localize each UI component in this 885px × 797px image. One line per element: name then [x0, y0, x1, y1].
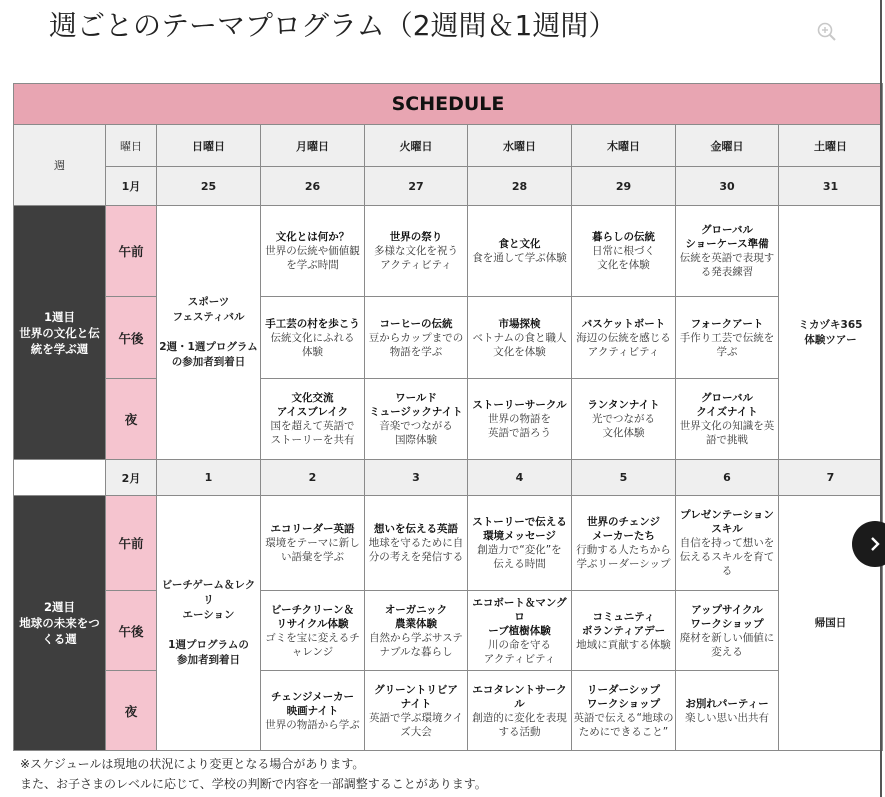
- text-line: 英語で学ぶ環境クイ: [369, 711, 463, 724]
- month-cell: 1月: [106, 167, 157, 206]
- text-line: ワークショップ: [690, 617, 764, 630]
- text-line: 地球の未来をつ: [19, 616, 100, 630]
- text-line: リーダーシップ: [586, 683, 661, 696]
- text-line: バスケットボート: [581, 317, 666, 330]
- activity-cell: [676, 297, 779, 379]
- activity-cell: [365, 671, 468, 751]
- text-line: 文化とは何か？: [275, 231, 350, 243]
- text-line: 環境メッセージ: [483, 530, 556, 542]
- activity-cell: [468, 379, 572, 460]
- date-cell: 2: [261, 460, 365, 496]
- text-line: 1週目: [43, 309, 75, 324]
- text-line: 学ぶリーダーシップ: [576, 558, 671, 570]
- text-line: アクティビティ: [483, 652, 556, 665]
- text-line: アクティビティ: [587, 345, 660, 358]
- text-line: 楽しい思い出共有: [685, 711, 769, 724]
- text-line: 世界の物語を: [488, 413, 551, 425]
- text-line: ワークショップ: [586, 697, 661, 710]
- text-line: 伝統を英語で表現す: [679, 252, 775, 264]
- text-line: 廃材を新しい価値に: [679, 631, 775, 644]
- page-title: 週ごとのテーマプログラム（2週間＆1週間）: [49, 9, 617, 42]
- text-line: 文化を体験: [597, 259, 650, 271]
- day-name: 金曜日: [676, 125, 779, 167]
- text-line: 国際体験: [395, 434, 437, 446]
- text-line: ナイト: [400, 697, 432, 710]
- date-cell: 26: [261, 167, 365, 206]
- text-line: クイズナイト: [696, 406, 758, 418]
- text-line: 世界の祭り: [389, 231, 443, 243]
- text-line: 統を学ぶ週: [30, 341, 89, 356]
- text-line: 分の考えを発信する: [368, 551, 464, 563]
- text-line: る発表練習: [700, 266, 754, 278]
- text-line: 伝える時間: [493, 558, 546, 570]
- activity-cell: [572, 591, 676, 671]
- text-line: ランタンナイト: [587, 399, 660, 411]
- zoom-in-icon[interactable]: [816, 21, 838, 43]
- text-line: [157, 623, 260, 638]
- date-cell: 3: [365, 460, 468, 496]
- date-cell: 1: [157, 460, 261, 496]
- date-cell: 31: [779, 167, 883, 206]
- text-line: プレゼンテーション: [680, 509, 774, 521]
- text-line: 世界のチェンジ: [587, 516, 660, 528]
- activity-cell: [261, 591, 365, 671]
- text-line: ストーリーで伝える: [472, 516, 567, 528]
- date-cell: 4: [468, 460, 572, 496]
- activity-cell: [676, 206, 779, 297]
- text-line: 世界文化の知識を英: [679, 420, 775, 432]
- text-line: ミュージックナイト: [369, 406, 463, 418]
- text-line: 学ぶ: [716, 345, 738, 358]
- text-line: ャレンジ: [291, 645, 334, 658]
- text-line: メーカーたち: [592, 530, 655, 542]
- text-line: 2週・1週プログラム: [159, 341, 258, 353]
- text-line: 2週目: [43, 600, 75, 614]
- text-line: 語で挑戦: [706, 434, 748, 446]
- activity-cell: [572, 297, 676, 379]
- text-line: くる週: [42, 632, 77, 646]
- activity-cell: [261, 206, 365, 297]
- text-line: ワールド: [395, 392, 437, 404]
- text-line: 行動する人たちから: [576, 544, 671, 556]
- schedule-table: [13, 83, 883, 751]
- activity-cell: [365, 379, 468, 460]
- text-line: 1週プログラムの: [168, 639, 249, 651]
- text-line: リサイクル体験: [276, 617, 349, 630]
- text-line: スキル: [711, 523, 743, 535]
- text-line: ゴミを宝に変えるチ: [265, 631, 360, 644]
- day-name: 火曜日: [365, 125, 468, 167]
- activity-cell: [261, 496, 365, 591]
- activity-cell: [468, 591, 572, 671]
- week-theme: [14, 206, 106, 460]
- date-cell: 5: [572, 460, 676, 496]
- activity-cell: [676, 379, 779, 460]
- text-line: い語彙を学ぶ: [281, 551, 344, 563]
- text-line: フォークアート: [690, 317, 764, 330]
- week-separator: [14, 460, 106, 496]
- text-line: [157, 325, 260, 340]
- text-line: 地域に貢献する体験: [576, 638, 671, 651]
- note-line-1: ※スケジュールは現地の状況により変更となる場合があります。: [20, 757, 365, 771]
- text-line: 体験: [302, 345, 323, 358]
- text-line: 文化体験: [602, 427, 645, 439]
- text-line: アップサイクル: [691, 603, 763, 616]
- text-line: 海辺の伝統を感じる: [576, 331, 671, 344]
- time-slot: 午前: [106, 206, 157, 297]
- text-line: を学ぶ時間: [286, 259, 339, 271]
- text-line: フェスティバル: [172, 311, 245, 323]
- text-line: 国を超えて英語で: [270, 420, 355, 432]
- text-line: 世界の文化と伝: [19, 325, 100, 340]
- activity-cell: [468, 496, 572, 591]
- text-line: 想いを伝える英語: [374, 523, 458, 535]
- activity-cell: [468, 671, 572, 751]
- text-line: オーガニック: [384, 603, 448, 616]
- date-cell: 29: [572, 167, 676, 206]
- day-name: 土曜日: [779, 125, 883, 167]
- text-line: ためにできること”: [578, 725, 669, 738]
- week-theme: [14, 496, 106, 751]
- text-line: 体験ツアー: [804, 333, 857, 346]
- date-cell: 6: [676, 460, 779, 496]
- text-line: 変える: [711, 645, 743, 658]
- date-cell: 27: [365, 167, 468, 206]
- text-line: グローバル: [701, 224, 753, 236]
- time-slot: 午前: [106, 496, 157, 591]
- activity-cell: [365, 206, 468, 297]
- time-slot: 夜: [106, 671, 157, 751]
- saturday-event: [779, 206, 883, 460]
- text-line: 文化を体験: [493, 345, 546, 358]
- schedule-banner: SCHEDULE: [14, 84, 883, 125]
- text-line: 地球を守るために自: [368, 537, 464, 549]
- text-line: ベトナムの食と職人: [472, 331, 567, 344]
- text-line: アクティビティ: [380, 259, 452, 271]
- week-header: 週: [14, 125, 106, 206]
- activity-cell: [261, 297, 365, 379]
- time-slot: 夜: [106, 379, 157, 460]
- text-line: アイスブレイク: [276, 406, 349, 418]
- activity-cell: [572, 206, 676, 297]
- day-name: 月曜日: [261, 125, 365, 167]
- text-line: コーヒーの伝統: [379, 317, 453, 330]
- text-line: ーブ植樹体験: [488, 624, 551, 637]
- text-line: ボランティアデー: [581, 624, 666, 637]
- text-line: する活動: [498, 725, 541, 738]
- text-line: 市場探検: [498, 317, 541, 330]
- text-line: 光でつながる: [592, 413, 655, 425]
- activity-cell: [365, 496, 468, 591]
- note-line-2: また、お子さまのレベルに応じて、学校の判断で内容を一部調整することがあります。: [20, 777, 487, 791]
- date-cell: 30: [676, 167, 779, 206]
- text-line: 英語で語ろう: [488, 427, 551, 439]
- text-line: 創造的に変化を表現: [472, 711, 567, 724]
- date-cell: 28: [468, 167, 572, 206]
- text-line: ショーケース準備: [685, 238, 769, 250]
- text-line: エコタレントサークル: [472, 683, 567, 710]
- day-header: 曜日: [106, 125, 157, 167]
- text-line: エコボート＆マングロ: [472, 596, 567, 623]
- text-line: エコリーダー英語: [270, 523, 355, 535]
- activity-cell: [365, 591, 468, 671]
- text-line: 日常に根づく: [592, 245, 655, 257]
- text-line: チェンジメーカー: [271, 690, 354, 703]
- sunday-event: [157, 206, 261, 460]
- day-name: 木曜日: [572, 125, 676, 167]
- activity-cell: [468, 297, 572, 379]
- text-line: 伝えるスキルを育てる: [679, 551, 775, 577]
- text-line: 豆からカップまでの: [368, 331, 464, 344]
- text-line: の参加者到着日: [171, 356, 246, 368]
- text-line: 川の命を守る: [488, 638, 551, 651]
- text-line: ミカヅキ365: [798, 318, 863, 331]
- text-line: エーション: [182, 609, 235, 621]
- text-line: ストーリーを共有: [270, 434, 355, 446]
- text-line: 暮らしの伝統: [592, 231, 655, 243]
- activity-cell: [572, 496, 676, 591]
- text-line: ビーチクリーン＆: [271, 603, 354, 616]
- day-name: 日曜日: [157, 125, 261, 167]
- scroll-edge: [880, 0, 882, 797]
- text-line: 環境をテーマに新し: [265, 537, 360, 549]
- text-line: ビーチゲーム＆レクリ: [161, 579, 256, 606]
- text-line: 帰国日: [814, 616, 847, 629]
- text-line: グリーントリビア: [374, 683, 458, 696]
- text-line: 文化交流: [291, 392, 334, 404]
- text-line: お別れパーティー: [685, 697, 769, 710]
- text-line: 参加者到着日: [177, 654, 240, 666]
- text-line: 伝統文化にふれる: [270, 331, 355, 344]
- text-line: ナブルな暮らし: [379, 645, 453, 658]
- activity-cell: [365, 297, 468, 379]
- text-line: 手作り工芸で伝統を: [679, 331, 775, 344]
- activity-cell: [261, 671, 365, 751]
- activity-cell: [676, 591, 779, 671]
- text-line: 多様な文化を祝う: [374, 245, 458, 257]
- text-line: 物語を学ぶ: [389, 345, 443, 358]
- activity-cell: [676, 496, 779, 591]
- sunday-event: [157, 496, 261, 751]
- text-line: 映画ナイト: [286, 704, 339, 717]
- time-slot: 午後: [106, 591, 157, 671]
- activity-cell: [676, 671, 779, 751]
- text-line: コミュニティ: [592, 610, 655, 623]
- text-line: 自然から学ぶサステ: [369, 631, 463, 644]
- activity-cell: [572, 671, 676, 751]
- text-line: ストーリーサークル: [472, 399, 567, 411]
- month-cell: 2月: [106, 460, 157, 496]
- text-line: 食を通して学ぶ体験: [472, 252, 567, 264]
- text-line: 世界の物語から学ぶ: [265, 718, 360, 731]
- text-line: 農業体験: [395, 617, 437, 630]
- text-line: グローバル: [701, 392, 753, 404]
- text-line: 英語で伝える“地球の: [573, 711, 674, 724]
- activity-cell: [261, 379, 365, 460]
- text-line: 手工芸の村を歩こう: [265, 317, 360, 330]
- text-line: 創造力で“変化”を: [477, 544, 562, 556]
- text-line: 自信を持って想いを: [679, 537, 775, 549]
- text-line: 音楽でつながる: [379, 420, 453, 432]
- text-line: ズ大会: [400, 725, 432, 738]
- date-cell: 7: [779, 460, 883, 496]
- text-line: 食と文化: [498, 238, 541, 250]
- text-line: スポーツ: [187, 296, 230, 308]
- day-name: 水曜日: [468, 125, 572, 167]
- chevron-right-icon: [866, 535, 884, 553]
- text-line: 世界の伝統や価値観: [265, 245, 360, 257]
- date-cell: 25: [157, 167, 261, 206]
- activity-cell: [468, 206, 572, 297]
- activity-cell: [572, 379, 676, 460]
- time-slot: 午後: [106, 297, 157, 379]
